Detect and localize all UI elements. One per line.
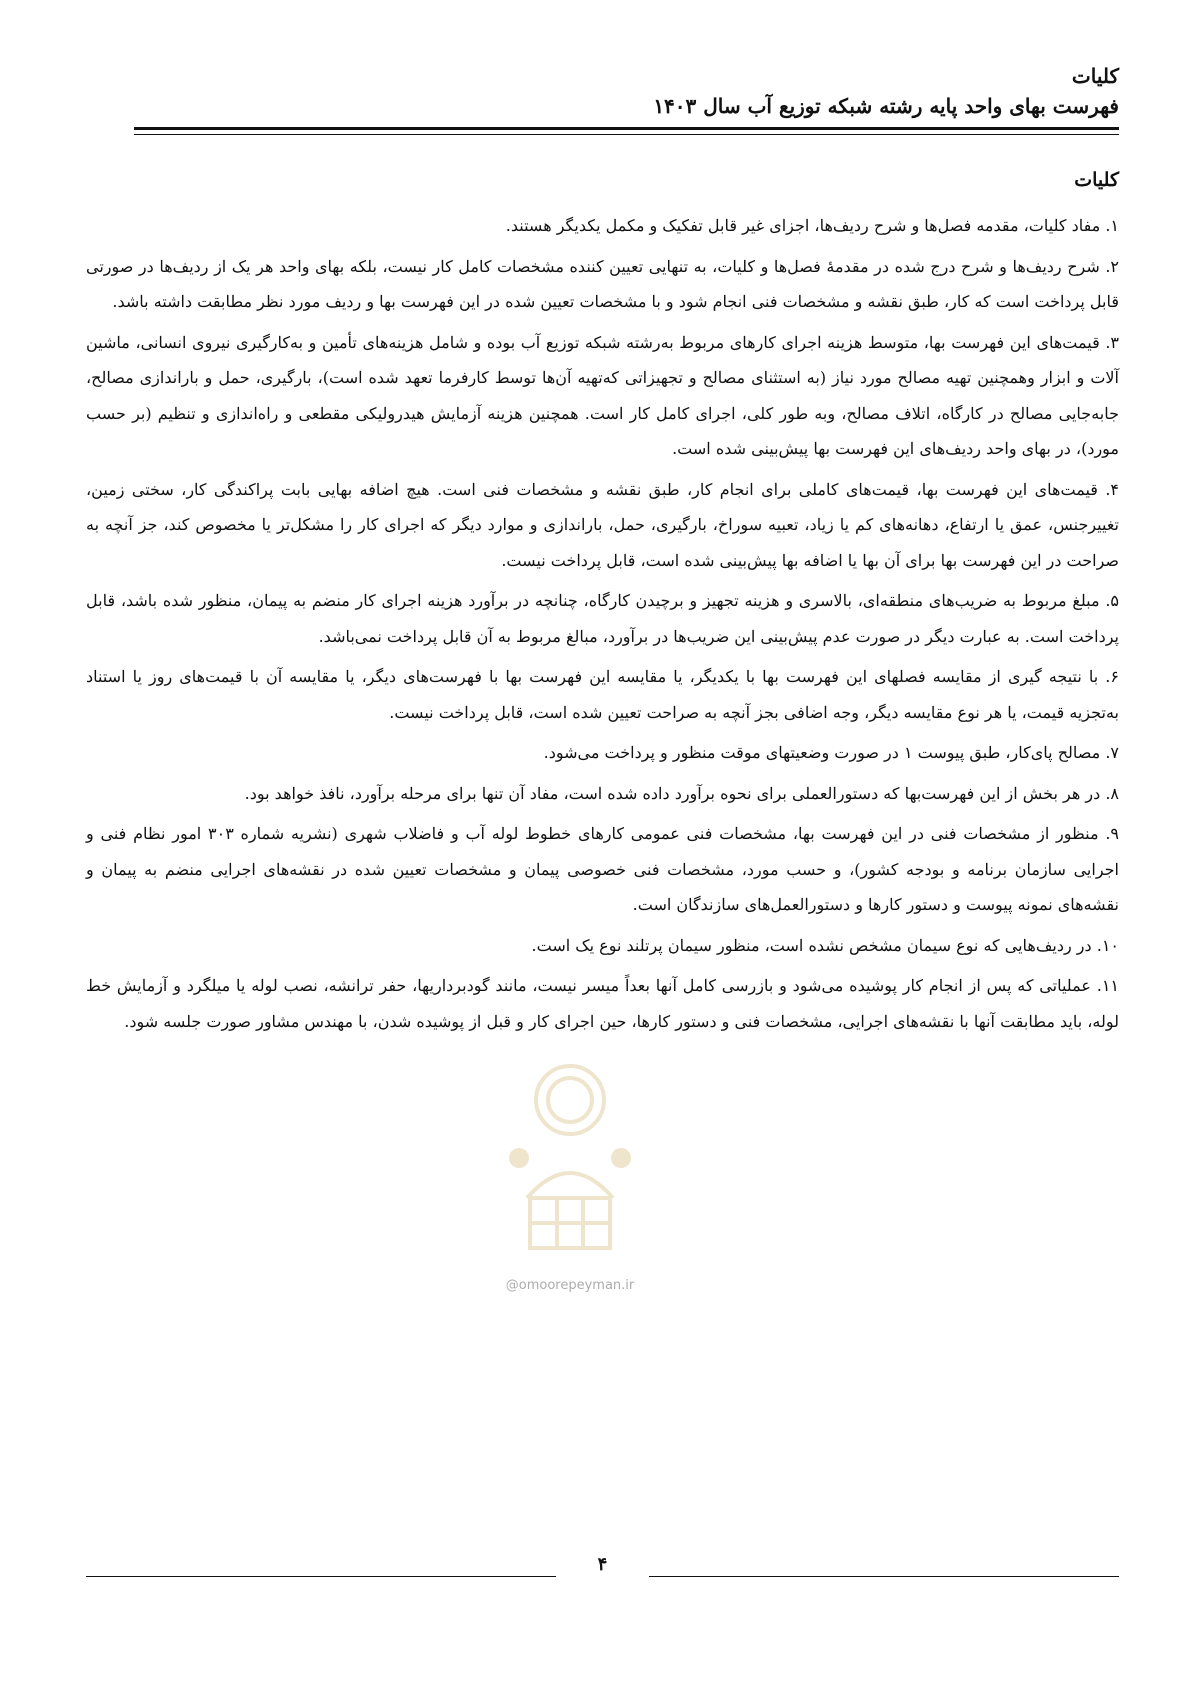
paragraph-5: ۵. مبلغ مربوط به ضریب‌های منطقه‌ای، بالاسری و هزینه تجهیز و برچیدن کارگاه، چنانچه در برآورد هزینه اجرای کار منضم به پیمان، منظور شده باشد، قابل پرداخت است. به عبارت دیگر در صورت عدم پیش‌بینی این ضریب‌ها در برآورد، مبالغ مربوط به آن قابل پرداخت نمی‌باشد.: [86, 591, 1119, 646]
footer-rule-left: [86, 1576, 556, 1577]
main-content: [86, 166, 1119, 1044]
footer-rule-right: [649, 1576, 1119, 1577]
paragraph-10: ۱۰. در ردیف‌هایی که نوع سیمان مشخص نشده است، منظور سیمان پرتلند نوع یک است.: [531, 935, 1119, 955]
section-heading: کلیات: [1074, 169, 1119, 191]
paragraph-4: ۴. قیمت‌های این فهرست بها، قیمت‌های کاملی برای انجام کار، طبق نقشه و مشخصات فنی است. هیچ اضافه بهایی بابت پراکندگی کار، سختی زمین، تغییرجنس، عمق یا ارتفاع، دهانه‌های کم یا زیاد، تعبیه سوراخ، بارگیری، حمل، باراندازی و موارد دیگر که اجرای کار را مشکل‌تر یا مخصوص کند، جز آنچه به صراحت در این فهرست بها برای آن بها یا اضافه بها پیش‌بینی شده است، قابل پرداخت نیست.: [86, 479, 1119, 570]
header-section-label: کلیات: [1071, 64, 1119, 88]
watermark-logo-icon: [497, 1048, 643, 1288]
paragraph-2: ۲. شرح ردیف‌ها و شرح درج شده در مقدمهٔ فصل‌ها و کلیات، به تنهایی تعیین کننده مشخصات کامل کار نیست، بلکه بهای واحد هر یک از ردیف‌ها در صورتی قابل پرداخت است که کار، طبق نقشه و مشخصات فنی انجام شود و با مشخصات تعیین شده در این فهرست بها و ردیف مورد نظر مطابقت داشته باشد.: [86, 256, 1119, 311]
paragraph-9: ۹. منظور از مشخصات فنی در این فهرست بها، مشخصات فنی عمومی کارهای خطوط لوله آب و فاضلاب شهری (نشریه شماره ۳۰۳ امور نظام فنی و اجرایی سازمان برنامه و بودجه کشور)، و حسب مورد، مشخصات فنی خصوصی پیمان و مشخصات تعیین شده در نقشه‌های اجرایی منضم به پیمان و نقشه‌های نمونه پیوست و دستور کارها و دستورالعمل‌های سازندگان است.: [86, 824, 1119, 914]
header-rule-thick: [134, 127, 1119, 130]
paragraph-11: ۱۱. عملیاتی که پس از انجام کار پوشیده می‌شود و بازرسی کامل آنها بعداً میسر نیست، مانند گودبرداریها، حفر ترانشه، نصب لوله یا میلگرد و آزمایش خط لوله، باید مطابقت آنها با نقشه‌های اجرایی، مشخصات فنی و دستور کارها، حین اجرای کار و قبل از پوشیده شدن، با مهندس مشاور صورت جلسه شود.: [86, 976, 1119, 1031]
paragraph-7: ۷. مصالح پای‌کار، طبق پیوست ۱ در صورت وضعیتهای موقت منظور و پرداخت می‌شود.: [543, 743, 1119, 762]
paragraph-3: ۳. قیمت‌های این فهرست بها، متوسط هزینه اجرای کارهای مربوط به‌رشته شبکه توزیع آب بوده و شامل هزینه‌های تأمین و به‌کارگیری نیروی انسانی، ماشین آلات و ابزار وهمچنین تهیه مصالح مورد نیاز (به استثنای مصالح و تجهیزاتی که‌تهیه آن‌ها توسط کارفرما تعهد شده است)، بارگیری، حمل و باراندازی مصالح، جابه‌جایی مصالح در کارگاه، اتلاف مصالح، وبه طور کلی، اجرای کامل کار است. همچنین هزینه آزمایش هیدرولیکی مقطعی و راه‌اندازی و تنظیم (بر حسب مورد)، در بهای واحد ردیف‌های این فهرست بها پیش‌بینی شده است.: [86, 332, 1119, 458]
header-rule-thin: [134, 134, 1119, 135]
paragraph-1: ۱. مفاد کلیات، مقدمه فصل‌ها و شرح ردیف‌ها، اجزای غیر قابل تفکیک و مکمل یکدیگر هستند.: [505, 216, 1119, 235]
page-header: [134, 62, 1119, 120]
paragraph-8: ۸. در هر بخش از این فهرست‌بها که دستورالعملی برای نحوه برآورد داده شده است، مفاد آن تنها برای مرحله برآورد، نافذ خواهد بود.: [244, 783, 1119, 803]
paragraph-6: ۶. با نتیجه گیری از مقایسه فصلهای این فهرست بها با یکدیگر، یا مقایسه این فهرست بها با فهرست‌های دیگر، یا مقایسه آن با قیمت‌های روز یا استناد به‌تجزیه قیمت، یا هر نوع مقایسه دیگر، وجه اضافی بجز آنچه به صراحت تعیین شده است، قابل پرداخت نیست.: [86, 667, 1119, 722]
watermark-text: @omoorepeyman.ir: [505, 1278, 635, 1293]
header-document-title: فهرست بهای واحد پایه رشته شبکه توزیع آب سال ۱۴۰۳: [653, 94, 1119, 118]
page-footer: [86, 1550, 1119, 1590]
page-number: ۴: [597, 1554, 608, 1575]
